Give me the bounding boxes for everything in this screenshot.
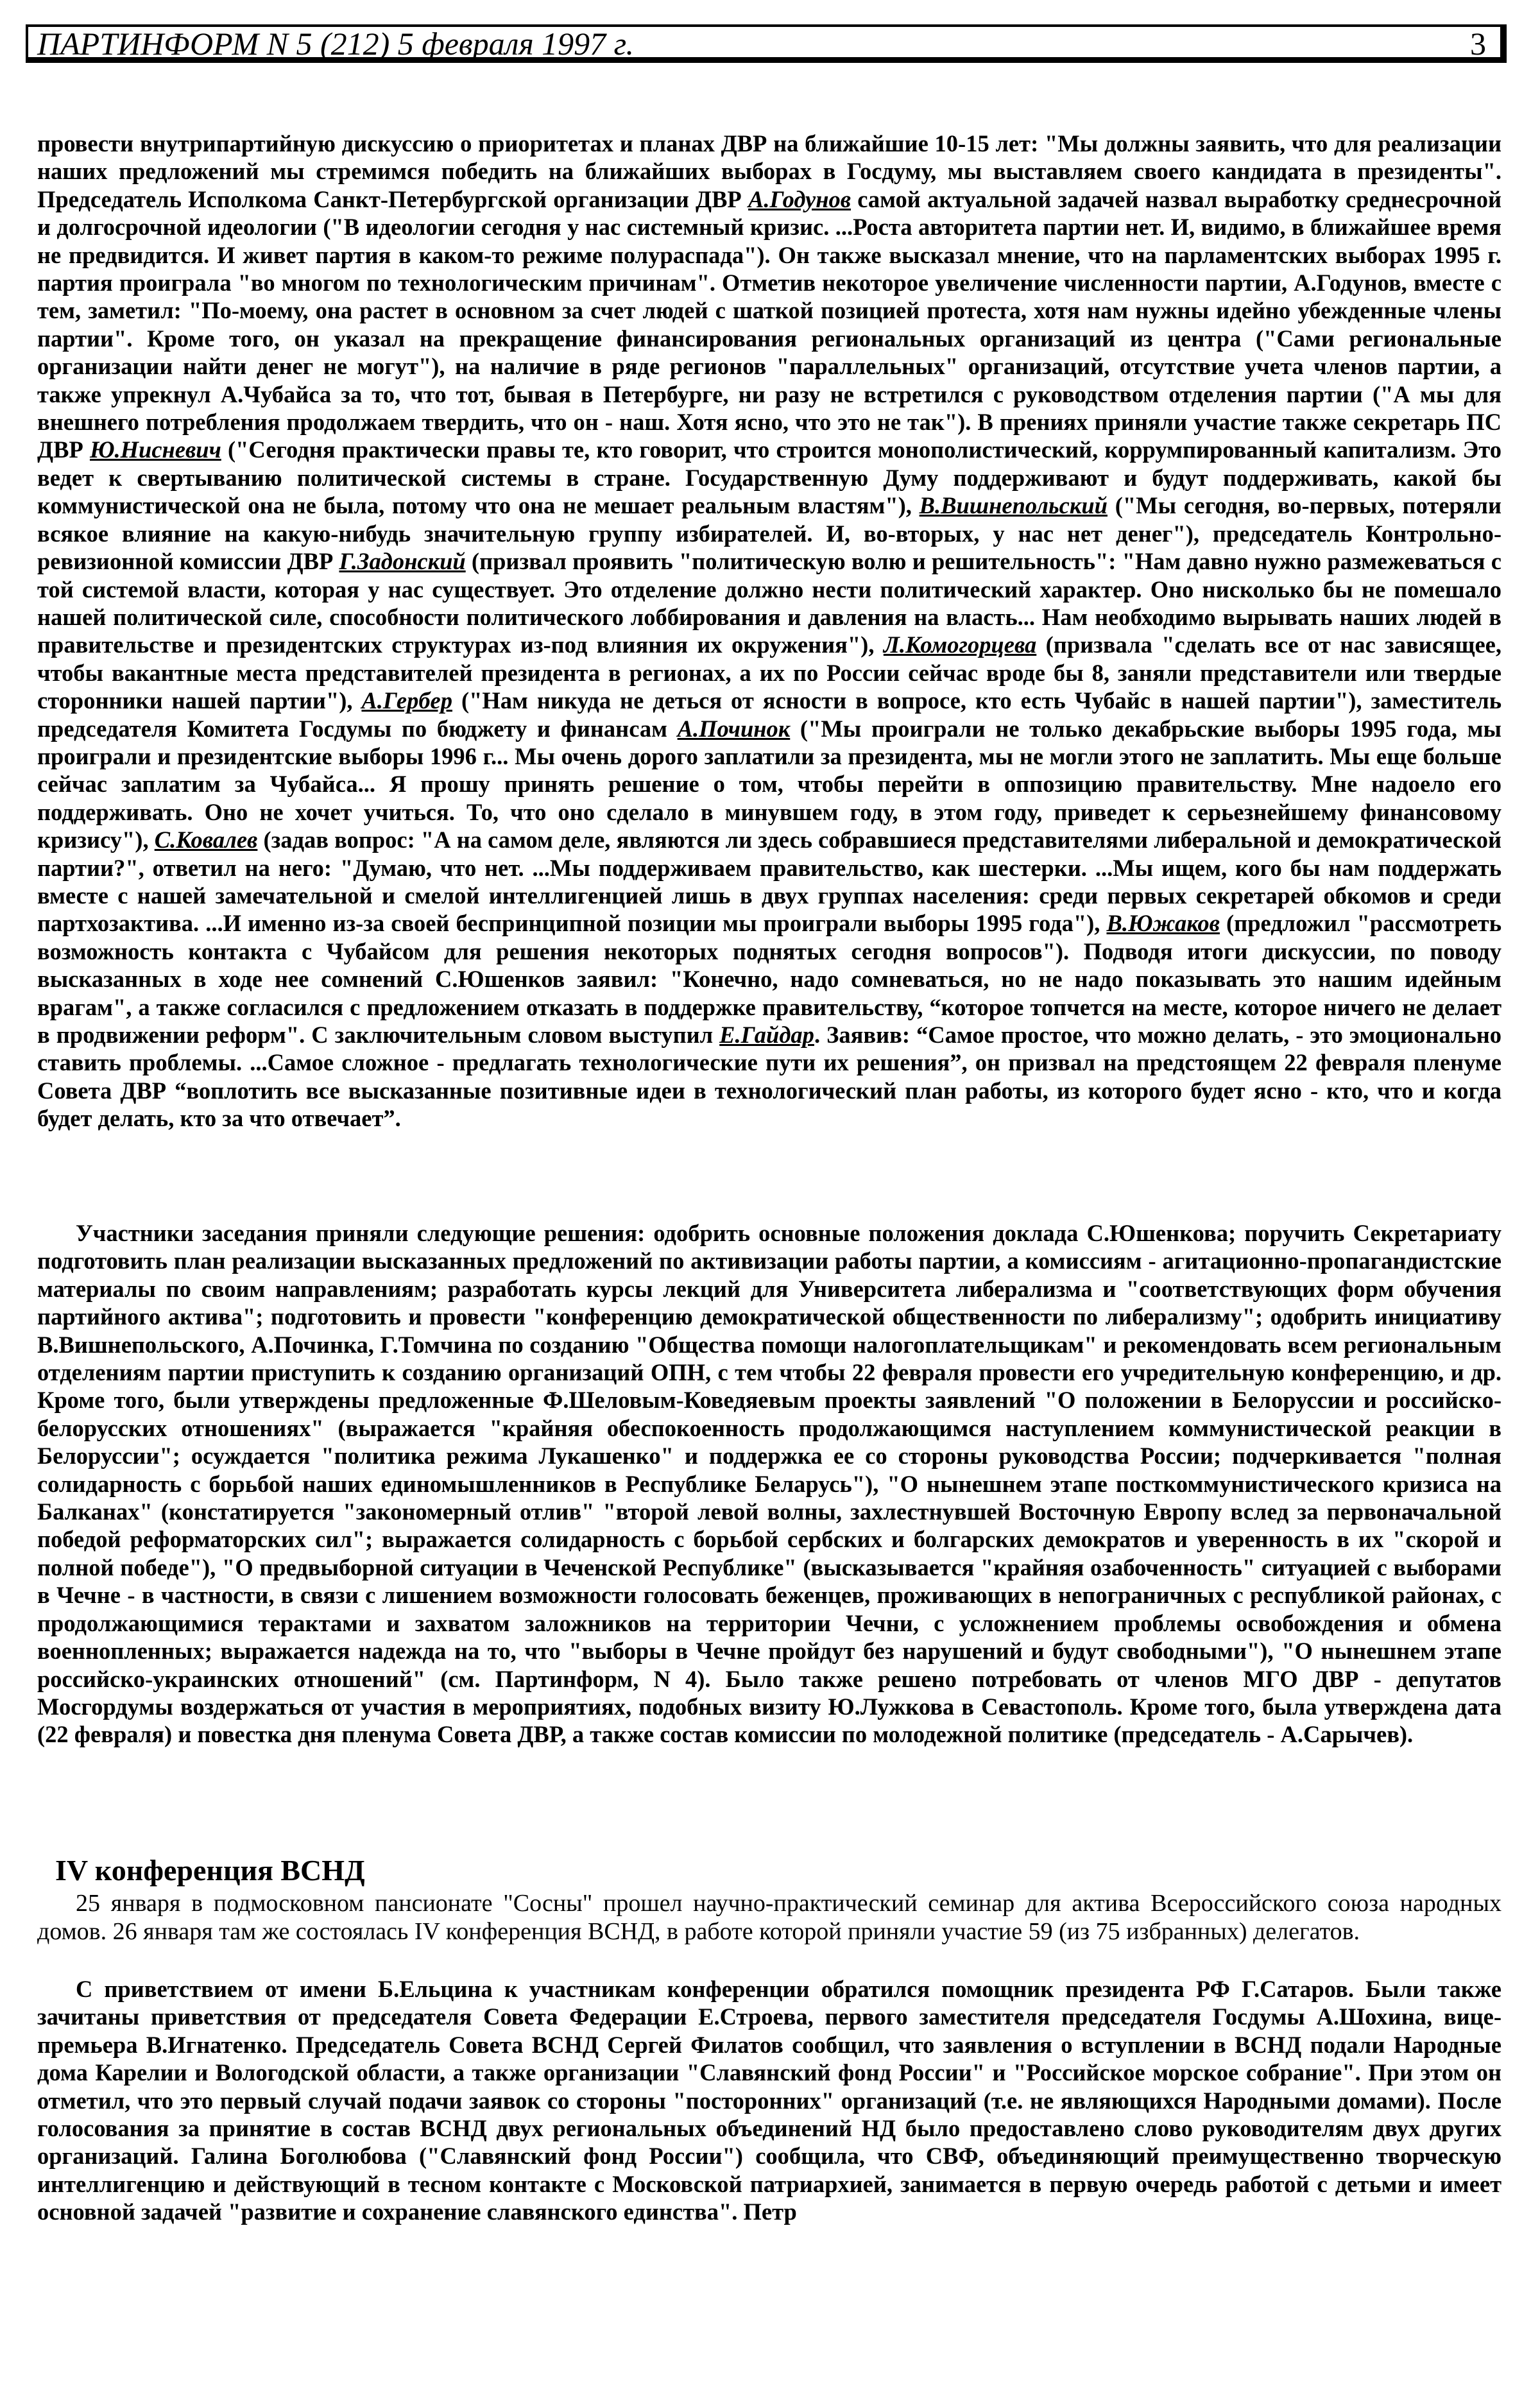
- text-run: (призвал проявить "политическую волю и решительность": "Нам давно нужно размежеваться с той системой власти, которая у нас существует. Это отделение должно нести политический характер. Оно нисколько бы не помешало нашей политической силе, способности политического лоббирования и давления на власть... Нам необходимо вырывать наших людей в правительстве и президентских структурах из-под влияния их окружения"),: [37, 548, 1502, 658]
- paragraph-decisions: Участники заседания приняли следующие решения: одобрить основные положения доклада С.Юшенкова; поручить Секретариату подготовить план реализации высказанных предложений по активизации работы партии, а комиссиям - агитационно-пропагандистские материалы по своим направлениям; разработать курсы лекций для Университета либерализма и "соответствующих форм обучения партийного актива"; подготовить и провести "конференцию демократической общественности по либерализму"; одобрить инициативу В.Вишнепольского, А.Починка, Г.Томчина по созданию "Общества помощи налогоплательщикам" и рекомендовать всем региональным отделениям партии приступить к созданию организаций ОПН, с тем чтобы 22 февраля провести его учредительную конференцию, и др. Кроме того, были утверждены предложенные Ф.Шеловым-Коведяевым проекты заявлений "О положении в Белоруссии и российско-белорусских отношениях" (выражается "крайняя обеспокоенность продолжающимся наступлением коммунистической реакции в Белоруссии"; осуждается "политика режима Лукашенко" и поддержка ее со стороны руководства России; подчеркивается "полная солидарность с борьбой наших единомышленников в Республике Беларусь"), "О нынешнем этапе посткоммунистического кризиса на Балканах" (констатируется "закономерный отлив" "второй левой волны, захлестнувшей Восточную Европу вслед за первоначальной победой реформаторских сил"; выражается солидарность с борьбой сербских и болгарских демократов и уверенность в их "скорой и полной победе"), "О предвыборной ситуации в Чеченской Республике" (высказывается "крайняя озабоченность" ситуацией с выборами в Чечне - в частности, в связи с лишением возможности голосовать беженцев, проживающих в непограничных с республикой районах, с продолжающимися терактами и захватом заложников на территории Чечни, с усложнением проблемы освобождения и обмена военнопленных; выражается надежда на то, что "выборы в Чечне пройдут без нарушений и будут свободными"), "О нынешнем этапе российско-украинских отношений" (см. Партинформ, N 4). Было также решено потребовать от членов МГО ДВР - депутатов Мосгордумы воздержаться от участия в мероприятиях, подобных визиту Ю.Лужкова в Севастополь. Кроме того, была утверждена дата (22 февраля) и повестка дня пленума Совета ДВР, а также состав комиссии по молодежной политике (председатель - А.Сарычев).: [37, 1220, 1502, 1748]
- speaker-name: А.Годунов: [748, 185, 851, 212]
- text-run: (предложил "рассмотреть возможность контакта с Чубайсом для решения некоторых поднятых сегодня вопросов"). Подводя итоги дискуссии, по поводу высказанных в ходе нее сомнений С.Юшенков заявил: "Конечно, надо сомневаться, но не надо показывать это нашим идейным врагам", а также согласился с предложением отказать в поддержке правительству, “которое топчется на месте, которое ничего не делает в продвижении реформ". С заключительным словом выступил: [37, 910, 1502, 1048]
- text-run: ("Мы проиграли не только декабрьские выборы 1995 года, мы проиграли и президентские выборы 1996 г... Мы очень дорого заплатили за президента, мы не могли этого не заплатить. Мы еще больше сейчас заплатим за Чубайса... Я прошу принять решение о том, чтобы перейти в оппозицию правительству. Мне надоело его поддерживать. Оно не хочет учиться. То, что оно сделало в минувшем году, в этом году, приведет к серьезнейшему финансовому кризису"),: [37, 715, 1502, 853]
- section-lead-paragraph: 25 января в подмосковном пансионате "Сосны" прошел научно-практический семинар для актива Всероссийского союза народных домов. 26 января там же состоялась IV конференция ВСНД, в работе которой приняли участие 59 (из 75 избранных) делегатов.: [37, 1890, 1502, 1945]
- page-number: 3: [1470, 26, 1486, 62]
- text-run: провести внутрипартийную дискуссию о приоритетах и планах ДВР на ближайшие 10-15 лет: "Мы должны заявить, что для реализации наших предложений мы стремимся победить на ближайших выборах в Госдуму, мы выставляем своего кандидата в президенты". Председатель Исполкома Санкт-Петербургской организации ДВР: [37, 130, 1502, 212]
- section-heading: IV конференция ВСНД: [55, 1854, 365, 1887]
- speaker-name: В.Вишнепольский: [919, 492, 1108, 519]
- speaker-name: Ю.Нисневич: [89, 436, 221, 463]
- section-body-paragraph: С приветствием от имени Б.Ельцина к участникам конференции обратился помощник президента РФ Г.Сатаров. Были также зачитаны приветствия от председателя Совета Федерации Е.Строева, первого заместителя председателя Госдумы А.Шохина, вице-премьера В.Игнатенко. Председатель Совета ВСНД Сергей Филатов сообщил, что заявления о вступлении в ВСНД подали Народные дома Карелии и Вологодской области, а также организации "Славянский фонд России" и "Российское морское собрание". При этом он отметил, что это первый случай подачи заявок со стороны "посторонних" организаций (т.е. не являющихся Народными домами). После голосования за принятие в состав ВСНД двух региональных объединений НД было предоставлено слово руководителям двух других организаций. Галина Боголюбова ("Славянский фонд России") сообщила, что СВФ, объединяющий преимущественно творческую интеллигенцию и действующий в тесном контакте с Московской патриархией, занимается в первую очередь работой с детьми и имеет основной задачей "развитие и сохранение славянского единства". Петр: [37, 1976, 1502, 2225]
- text-run: . Заявив: “Самое простое, что можно делать, - это эмоционально ставить проблемы. ...Самое сложное - предлагать технологические пути их решения”, он призвал на предстоящем 22 февраля пленуме Совета ДВР “воплотить все высказанные позитивные идеи в технологический план работы, из которого будет ясно - кто, что и когда будет делать, кто за что отвечает”.: [37, 1022, 1502, 1132]
- page-header: [26, 24, 1507, 63]
- speaker-name: А.Гербер: [361, 687, 452, 714]
- speaker-name: С.Ковалев: [154, 827, 258, 853]
- text-run: самой актуальной задачей назвал выработку среднесрочной и долгосрочной идеологии ("В идеологии сегодня у нас системный кризис. ...Роста авторитета партии нет. И, видимо, в ближайшее время не предвидится. И живет партия в каком-то режиме полураспада"). Он также высказал мнение, что на парламентских выборах 1995 г. партия проиграла "во многом по технологическим причинам". Отметив некоторое увеличение численности партии, А.Годунов, вместе с тем, заметил: "По-моему, она растет в основном за счет людей с шаткой позицией протеста, хотя нам нужны идейно убежденные члены партии". Кроме того, он указал на прекращение финансирования региональных организаций из центра ("Сами региональные организации найти денег не могут"), на наличие в ряде регионов "параллельных" организаций, отсутствие учета членов партии, а также упрекнул А.Чубайса за то, что тот, бывая в Петербурге, ни разу не встретился с руководством отделения партии ("А мы для внешнего потребления продолжаем твердить, что он - наш. Хотя ясно, что это не так"). В прениях приняли участие также секретарь ПС ДВР: [37, 185, 1502, 463]
- speaker-name: В.Южаков: [1106, 910, 1220, 937]
- speaker-name: Л.Комогорцева: [883, 631, 1037, 658]
- paragraph-discussion: [37, 130, 1502, 1133]
- publication-title: ПАРТИНФОРМ N 5 (212) 5 февраля 1997 г.: [37, 26, 635, 62]
- text-run: (призвала "сделать все от нас зависящее, чтобы вакантные места представителей президента в регионах, а их по России сейчас вроде бы 8, заняли представители или твердые сторонники нашей партии"),: [37, 631, 1502, 714]
- speaker-name: Е.Гайдар: [719, 1022, 814, 1048]
- speaker-name: Г.Задонский: [339, 548, 466, 575]
- speaker-name: А.Починок: [677, 715, 791, 742]
- text-run: ("Нам никуда не деться от ясности в вопросе, кто есть Чубайс в нашей партии"), заместитель председателя Комитета Госдумы по бюджету и финансам: [37, 687, 1502, 742]
- text-run: (задав вопрос: "А на самом деле, являются ли здесь собравшиеся представителями либеральной и демократической партии?", ответил на него: "Думаю, что нет. ...Мы поддерживаем правительство, как шестерки. ...Мы ищем, кого бы нам поддержать вместе с нашей замечательной и смелой интеллигенцией лишь в двух группах населения: среди первых секретарей обкомов и среди партхозактива. ...И именно из-за своей беспринципной позиции мы проиграли выборы 1995 года"),: [37, 827, 1502, 937]
- text-run: ("Сегодня практически правы те, кто говорит, что строится монополистический, коррумпированный капитализм. Это ведет к свертыванию политической системы в стране. Государственную Думу поддерживают и будут поддерживать, какой бы коммунистической она не была, потому что она не мешает реальным властям"),: [37, 436, 1502, 519]
- text-run: ("Мы сегодня, во-первых, потеряли всякое влияние на какую-нибудь значительную группу избирателей. И, во-вторых, у нас нет денег"), председатель Контрольно-ревизионной комиссии ДВР: [37, 492, 1502, 575]
